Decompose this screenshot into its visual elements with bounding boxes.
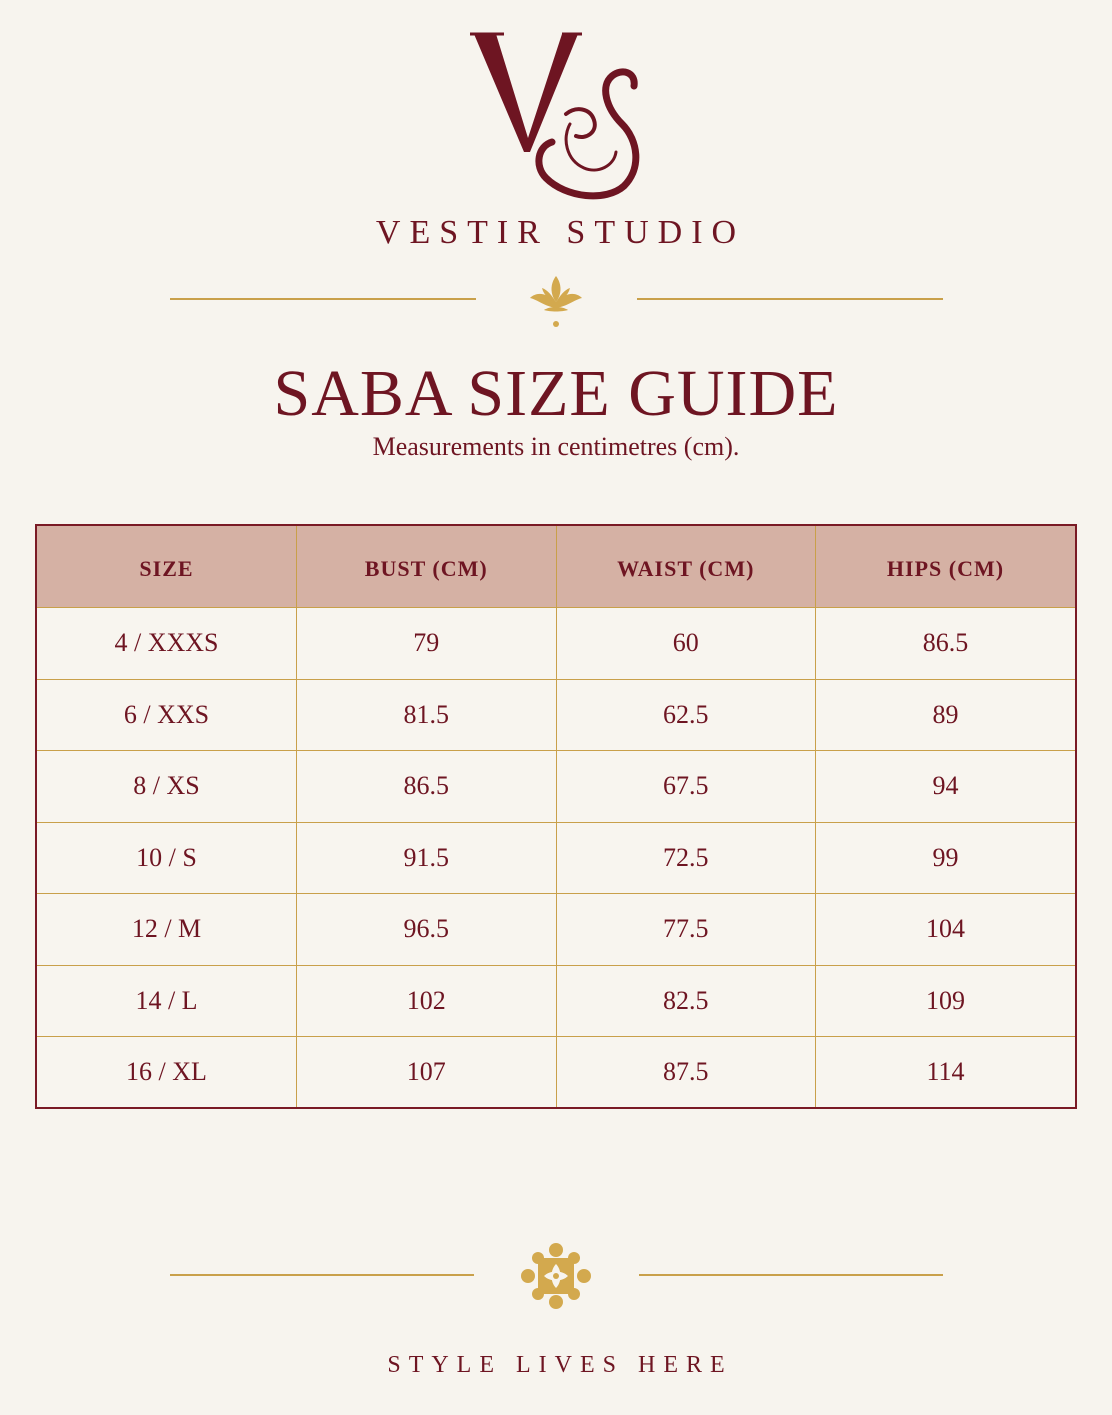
table-row <box>37 822 1075 894</box>
cell-hips: 86.5 <box>816 608 1076 680</box>
vs-logo <box>466 28 650 200</box>
footer-divider-line-right <box>639 1274 943 1276</box>
cell-waist: 82.5 <box>556 965 816 1037</box>
cell-size: 12 / M <box>37 894 297 966</box>
header-waist: WAIST (CM) <box>556 526 816 608</box>
divider-line-left <box>170 298 476 300</box>
cell-size: 14 / L <box>37 965 297 1037</box>
cell-waist: 72.5 <box>556 822 816 894</box>
page-title: SABA SIZE GUIDE <box>273 357 839 430</box>
cell-bust: 86.5 <box>297 751 557 823</box>
cell-bust: 102 <box>297 965 557 1037</box>
cell-hips: 114 <box>926 1057 965 1086</box>
lotus-ornament-icon <box>524 270 588 330</box>
cell-hips: 99 <box>816 822 1076 894</box>
cell-size: 4 / XXXS <box>37 608 297 680</box>
cell-hips: 104 <box>816 894 1076 966</box>
table-row <box>37 1037 1075 1108</box>
cell-size: 8 / XS <box>37 751 297 823</box>
header-size: SIZE <box>37 526 297 608</box>
size-table <box>35 524 1077 1109</box>
cell-bust: 107 <box>297 1037 557 1108</box>
table-row <box>37 608 1075 680</box>
tagline: STYLE LIVES HERE <box>387 1352 733 1378</box>
cell-waist: 62.5 <box>556 679 816 751</box>
table-row <box>37 894 1075 966</box>
cell-waist: 77.5 <box>556 894 816 966</box>
cell-waist: 60 <box>556 608 816 680</box>
cell-hips: 89 <box>816 679 1076 751</box>
table-row <box>37 679 1075 751</box>
cell-bust: 96.5 <box>297 894 557 966</box>
table-row <box>37 965 1075 1037</box>
brand-name: VESTIR STUDIO <box>375 214 746 251</box>
cell-hips: 94 <box>816 751 1076 823</box>
cell-bust: 91.5 <box>297 822 557 894</box>
floral-medallion-icon <box>518 1240 594 1312</box>
header-hips: HIPS (CM) <box>816 526 1076 608</box>
page-subtitle: Measurements in centimetres (cm). <box>372 432 740 461</box>
cell-hips: 109 <box>816 965 1076 1037</box>
cell-size: 10 / S <box>37 822 297 894</box>
cell-bust: 81.5 <box>297 679 557 751</box>
table-row <box>37 751 1075 823</box>
cell-bust: 79 <box>297 608 557 680</box>
cell-size: 16 / XL <box>37 1037 297 1108</box>
footer-divider-line-left <box>170 1274 474 1276</box>
divider-line-right <box>637 298 943 300</box>
header-bust: BUST (CM) <box>297 526 557 608</box>
table-header-row <box>37 526 1075 608</box>
cell-waist: 87.5 <box>556 1037 816 1108</box>
cell-size: 6 / XXS <box>37 679 297 751</box>
cell-waist: 67.5 <box>556 751 816 823</box>
